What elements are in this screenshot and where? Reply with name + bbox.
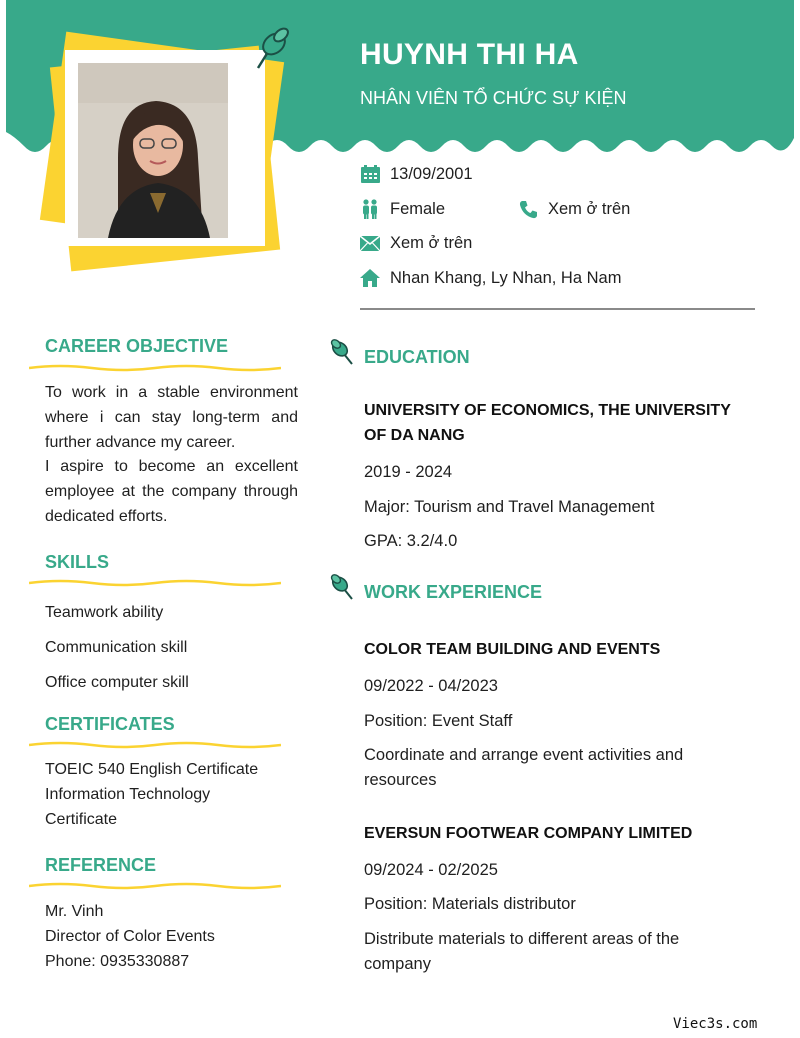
education-period: 2019 - 2024 [364,463,453,481]
skill-item: Teamwork ability [45,604,164,621]
job-title: NHÂN VIÊN TỔ CHỨC SỰ KIỆN [360,88,627,108]
birthday-row [360,164,473,184]
birthday-text: 13/09/2001 [390,164,473,183]
certificates-title: CERTIFICATES [45,714,175,734]
job-company: EVERSUN FOOTWEAR COMPANY LIMITED [364,825,693,842]
calendar-icon [360,164,380,184]
education-school: UNIVERSITY OF ECONOMICS, THE UNIVERSITY OF DA NANG [364,402,731,444]
address-row [360,268,621,288]
home-icon [360,268,380,288]
reference-phone: Phone: 0935330887 [45,952,190,970]
certificate-item: TOEIC 540 English Certificate [45,761,259,778]
career-objective-text [45,381,298,530]
reference-title: REFERENCE [45,855,157,875]
watermark: Viec3s.com [673,1016,758,1032]
reference-role: Director of Color Events [45,927,215,945]
job-description: Coordinate and arrange event activities and resources [364,746,684,789]
pushpin-icon [330,338,356,366]
job-position: Position: Materials distributor [364,895,576,913]
email-row [360,233,472,253]
section-underline [29,578,281,588]
header-divider [360,308,755,310]
job-position: Position: Event Staff [364,712,513,730]
education-title: EDUCATION [364,347,470,367]
reference-name: Mr. Vinh [45,903,104,920]
gender-row [360,199,445,219]
candidate-name: HUYNH THI HA [360,38,579,71]
education-gpa: GPA: 3.2/4.0 [364,532,458,550]
email-text: Xem ở trên [390,233,473,252]
education-major: Major: Tourism and Travel Management [364,498,655,516]
certificate-item: Information Technology Certificate [45,785,211,828]
skills-title: SKILLS [45,552,110,572]
section-underline [29,740,281,750]
phone-text: Xem ở trên [548,199,631,218]
pushpin-icon [248,24,292,72]
job-description: Distribute materials to different areas of the company [364,930,680,973]
section-underline [29,881,281,891]
job-period: 09/2022 - 04/2023 [364,677,498,695]
work-experience-title: WORK EXPERIENCE [364,582,543,602]
photo-frame [65,50,265,246]
gender-text: Female [390,199,446,218]
gender-icon [360,199,380,219]
reference-block [45,900,215,974]
avatar [78,63,228,238]
email-icon [360,233,380,253]
career-objective-title: CAREER OBJECTIVE [45,336,229,356]
section-underline [29,363,281,373]
skill-item: Office computer skill [45,674,189,691]
pushpin-icon [330,573,356,601]
certificate-list [45,758,290,832]
address-text: Nhan Khang, Ly Nhan, Ha Nam [390,268,622,287]
career-objective-line: To work in a stable environment where i can stay long-term and further advance my career. [45,384,298,451]
phone-icon [518,199,538,219]
job-period: 09/2024 - 02/2025 [364,861,498,879]
job-company: COLOR TEAM BUILDING AND EVENTS [364,641,661,658]
career-objective-line: I aspire to become an excellent employee at the company through dedicated efforts. [45,458,298,525]
skill-item: Communication skill [45,639,188,656]
phone-row [518,199,630,219]
